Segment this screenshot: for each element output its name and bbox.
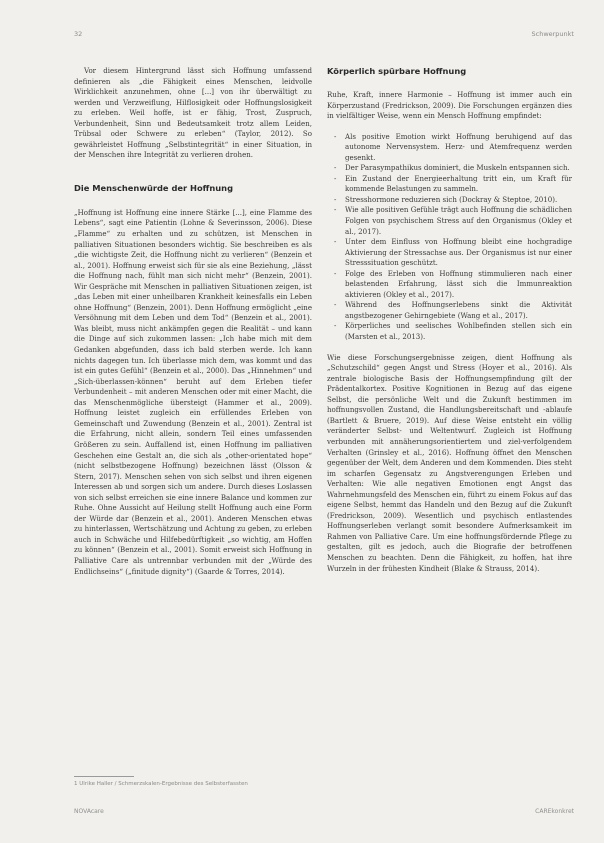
list-item: - Unter dem Einfluss von Hoffnung bleibt eine hochgradige Aktivierung der Stressachse aus. Der Organismus ist nur einer Stresssituation geschützt. — [334, 237, 572, 269]
intro-paragraph-koerperlich: Ruhe, Kraft, innere Harmonie – Hoffnung ist immer auch ein Körperzustand (Fredrickson, 2009). Die Forschungen ergänzen dies in vielfältiger Weise, wenn ein Mensch Hoffnung empfindet: — [327, 90, 572, 121]
page-header — [74, 30, 574, 38]
list-item: - Als positive Emotion wirkt Hoffnung beruhigend auf das autonome Nervensystem. Herz- und Atemfrequenz werden gesenkt. — [334, 132, 572, 164]
list-item: - Während des Hoffnungserlebens sinkt die Aktivität angstbezogener Gehirngebiete (Wang et al., 2017). — [334, 300, 572, 321]
running-title: Schwerpunkt — [531, 30, 574, 38]
list-item: - Der Parasympathikus dominiert, die Muskeln entspannen sich. — [334, 163, 572, 174]
list-item: - Ein Zustand der Energieerhaltung tritt ein, um Kraft für kommende Belastungen zu sammeln. — [334, 174, 572, 195]
bullet-list — [327, 132, 572, 343]
footer-left: NOVAcare — [74, 808, 104, 815]
footnote: 1 Ulrike Haller / Schmerzskalen-Ergebnisse des Selbsterfassten — [74, 781, 248, 787]
left-column — [74, 66, 312, 577]
section-heading-menschenwuerde: Die Menschenwürde der Hoffnung — [74, 182, 234, 193]
body-paragraph-koerperlich: Wie diese Forschungsergebnisse zeigen, dient Hoffnung als „Schutzschild“ gegen Angst und Stress (Hoyer et al., 2016). Als zentrale biologische Basis der Hoffnungsempfindung gilt der Prädentalkortex. Positive Kognitionen in Bezug auf das eigene Selbst, die persönliche Welt und die Zukunft bestimmen im hoffnungsvollen Zustand, die Handlungsbereitschaft und -ablaufe (Bartlett & Bruere, 2019). Auf diese Weise entsteht ein völlig veränderter Selbst- und Weltentwurf. Zugleich ist Hoffnung verbunden mit annäherungsorientiertem und ziel-verfolgendem Verhalten (Grinsley et al., 2016). Hoffnung öffnet den Menschen gegenüber der Welt, dem Anderen und dem Kommenden. Dies steht im scharfen Gegensatz zu Angstverengungen Erleben und Verhalten: Wie alle negativen Emotionen engt Angst das Wahrnehmungsfeld des Menschen ein, führt zu einem Fokus auf das eigene Selbst, hemmt das Handeln und den Bezug auf die Zukunft (Fredrickson, 2009). Wesentlich und psychisch entlastendes Hoffnungserleben verlangt somit besondere Aufmerksamkeit im Rahmen von Palliative Care. Um eine hoffnungsfördernde Pflege zu gestalten, gilt es jedoch, auch die Biografie der betroffenen Menschen zu beachten. Denn die Fähigkeit, zu hoffen, hat ihre Wurzeln in der frühesten Kindheit (Blake & Strauss, 2014). — [327, 352, 572, 573]
section-heading-koerperlich: Körperlich spürbare Hoffnung — [327, 66, 467, 76]
list-item: - Körperliches und seelisches Wohlbefinden stellen sich ein (Marsten et al., 2013). — [334, 321, 572, 342]
list-item: - Folge des Erleben von Hoffnung stimmulieren nach einer belastenden Erfahrung, lässt sich die Immunreaktion aktivieren (Okley et al., 2017). — [334, 269, 572, 301]
list-item: - Stresshormone reduzieren sich (Dockray & Steptoe, 2010). — [334, 195, 572, 206]
page-number: 32 — [74, 30, 83, 38]
list-item: - Wie alle positiven Gefühle trägt auch Hoffnung die schädlichen Folgen von psychischem Stress auf den Organismus (Okley et al., 2017). — [334, 205, 572, 237]
footnote-rule — [74, 776, 134, 777]
intro-paragraph: Vor diesem Hintergrund lässt sich Hoffnung umfassend definieren als „die Fähigkeit eines Menschen, leidvolle Wirklichkeit anzunehmen, ohne [...] von ihr überwältigt zu werden und Verzweiflung, Hilflosigkeit oder Hoffnungslosigkeit zu erleben. Weil hoffe, ist er fähig, Trost, Zuspruch, Verbundenheit, Sinn und Bedeutsamkeit trotz allem Leiden, Trübsal oder Schwere zu erleben“ (Taylor, 2012). So gewährleistet Hoffnung „Selbstintegrität“ in einer Situation, in der Menschen ihre Integrität zu verlieren drohen. — [74, 66, 312, 160]
body-paragraph-menschenwuerde: „Hoffnung ist Hoffnung eine innere Stärke [...], eine Flamme des Lebens“, sagt eine Patientin (Lohne & Severinsson, 2006). Diese „Flamme“ zu erhalten und zu schützen, ist Menschen in palliativen Situationen besonders wichtig. Sie beschreiben es als „die wichtigste Zeit, die Hoffnung nicht zu verlieren“ (Benzein et al., 2001). Hoffnung erweist sich für sie als eine Beziehung, „lässt die Hoffnung nach, fühlt man sich nicht mehr“ (Benzein, 2001). Wir Gespräche mit Menschen in palliativen Situationen zeigen, ist „das Leben mit einer unheilbaren Krankheit keinesfalls ein Leben ohne Hoffnung“ (Benzein, 2001). Denn Hoffnung ermöglicht „eine Versöhnung mit dem Leben und dem Tod“ (Benzein et al., 2001). Was bleibt, muss nicht ankämpfen gegen die Realität – und kann die Dinge auf sich zukommen lassen: „Ich habe mich mit dem Gedanken abgefunden, dass ich bald sterben werde. Ich kann nichts dagegen tun. Ich überlasse mich dem, was kommt und das ist ein gutes Gefühl“ (Benzein et al., 2000). Das „Hinnehmen“ und „Sich-überlassen-können“ beruht auf dem Erleben tiefer Verbundenheit – mit anderen Menschen oder mit einer Macht, die das Menschenmögliche übersteigt (Hammer et al., 2009). Hoffnung leistet zugleich ein erfüllendes Erleben von Gemeinschaft und Zuwendung (Benzein et al., 2001). Zentral ist die Erfahrung, nicht allein, sondern Teil eines umfassenden Größeren zu sein. Auffallend ist, einen Hoffnung im palliativen Geschehen eine Gestalt an, die sich als „other-orientated hope“ (nicht selbstbezogene Hoffnung) bezeichnen lässt (Olsson & Stern, 2017). Menschen sehen von sich selbst und ihren eigenen Interessen ab und sorgen sich um andere. Durch dieses Loslassen von sich selbst erreichen sie eine innere Balance und kommen zur Ruhe. Ohne Aussicht auf Heilung stellt Hoffnung auch eine Form der Würde dar (Benzein et al., 2001). Anderen Menschen etwas zu hinterlassen, Wertschätzung und Achtung zu geben, zu erleben auch in Schwäche und Hilfebedürftigkeit „so wichtig, am Hoffen zu können“ (Benzein et al., 2001). Somit erweist sich Hoffnung in Palliative Care als untrennbar verbunden mit der „Würde des Endlichseins“ („finitude dignity“) (Gaarde & Torres, 2014). — [74, 207, 312, 576]
page-footer — [74, 808, 574, 815]
footer-right: CAREkonkret — [535, 808, 574, 815]
right-column — [327, 66, 572, 574]
